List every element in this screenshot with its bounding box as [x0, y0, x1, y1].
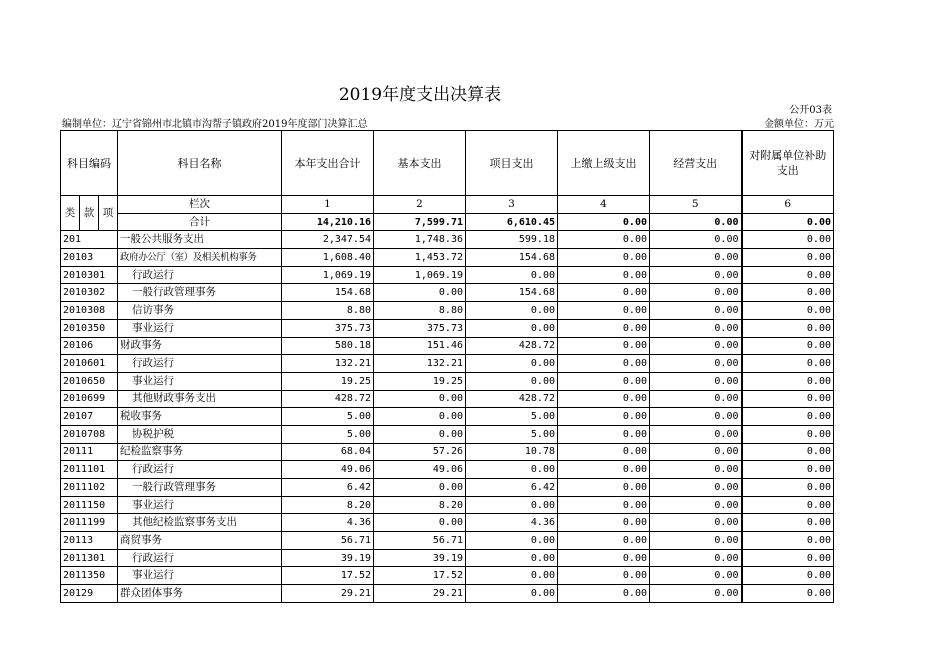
table-row	[61, 514, 834, 532]
amount-cell: 0.00	[558, 408, 650, 426]
amount-cell: 0.00	[374, 284, 466, 302]
subject-name: 事业运行	[118, 567, 282, 585]
col-num: 3	[466, 196, 558, 214]
table-row	[61, 496, 834, 514]
amount-cell: 29.21	[282, 585, 374, 603]
amount-cell: 0.00	[742, 231, 834, 249]
subject-name: 事业运行	[118, 372, 282, 390]
amount-cell: 49.06	[374, 461, 466, 479]
table-row	[61, 249, 834, 267]
amount-cell: 0.00	[374, 425, 466, 443]
subject-name: 一般行政管理事务	[118, 479, 282, 497]
amount-cell: 1,069.19	[374, 266, 466, 284]
subject-code: 2010350	[61, 319, 118, 337]
amount-cell: 0.00	[650, 479, 742, 497]
amount-cell: 1,608.40	[282, 249, 374, 267]
subject-code: 20113	[61, 532, 118, 550]
amount-cell: 5.00	[282, 425, 374, 443]
amount-cell: 599.18	[466, 231, 558, 249]
amount-cell: 0.00	[466, 266, 558, 284]
amount-cell: 8.20	[374, 496, 466, 514]
amount-cell: 0.00	[558, 390, 650, 408]
table-row	[61, 231, 834, 249]
amount-cell: 0.00	[650, 231, 742, 249]
amount-cell: 0.00	[558, 372, 650, 390]
total-cell: 14,210.16	[282, 213, 374, 231]
table-row	[61, 549, 834, 567]
amount-cell: 0.00	[650, 372, 742, 390]
amount-cell: 154.68	[466, 284, 558, 302]
amount-cell: 0.00	[558, 461, 650, 479]
subject-code: 2010650	[61, 372, 118, 390]
amount-cell: 0.00	[558, 266, 650, 284]
amount-cell: 5.00	[466, 425, 558, 443]
amount-cell: 0.00	[374, 408, 466, 426]
form-number: 公开03表	[789, 105, 832, 116]
table-row	[61, 319, 834, 337]
amount-cell: 0.00	[466, 461, 558, 479]
header-project: 项目支出	[466, 131, 558, 196]
amount-cell: 1,453.72	[374, 249, 466, 267]
amount-cell: 0.00	[558, 443, 650, 461]
amount-cell: 0.00	[466, 355, 558, 373]
expenditure-table	[60, 130, 834, 603]
amount-cell: 0.00	[742, 549, 834, 567]
amount-cell: 0.00	[558, 319, 650, 337]
amount-cell: 2,347.54	[282, 231, 374, 249]
header-lei: 类	[61, 196, 80, 231]
amount-cell: 580.18	[282, 337, 374, 355]
col-num: 2	[374, 196, 466, 214]
total-cell: 0.00	[558, 213, 650, 231]
amount-cell: 0.00	[742, 514, 834, 532]
table-row	[61, 532, 834, 550]
amount-cell: 0.00	[742, 319, 834, 337]
amount-cell: 0.00	[650, 461, 742, 479]
amount-cell: 29.21	[374, 585, 466, 603]
table-row	[61, 567, 834, 585]
table-row	[61, 302, 834, 320]
amount-cell: 6.42	[466, 479, 558, 497]
amount-cell: 0.00	[466, 319, 558, 337]
amount-cell: 17.52	[374, 567, 466, 585]
amount-cell: 0.00	[742, 585, 834, 603]
amount-cell: 428.72	[466, 337, 558, 355]
amount-cell: 0.00	[650, 355, 742, 373]
amount-cell: 57.26	[374, 443, 466, 461]
subject-code: 20106	[61, 337, 118, 355]
subject-code: 2011301	[61, 549, 118, 567]
amount-cell: 0.00	[374, 390, 466, 408]
amount-cell: 0.00	[650, 337, 742, 355]
subject-code: 2011101	[61, 461, 118, 479]
header-basic: 基本支出	[374, 131, 466, 196]
amount-cell: 0.00	[650, 266, 742, 284]
amount-cell: 0.00	[650, 408, 742, 426]
subject-code: 2010699	[61, 390, 118, 408]
amount-cell: 0.00	[466, 372, 558, 390]
subject-name: 行政运行	[118, 355, 282, 373]
table-row	[61, 585, 834, 603]
amount-cell: 0.00	[650, 390, 742, 408]
subject-code: 2011199	[61, 514, 118, 532]
col-num: 1	[282, 196, 374, 214]
amount-cell: 0.00	[374, 479, 466, 497]
amount-cell: 5.00	[466, 408, 558, 426]
amount-cell: 0.00	[466, 496, 558, 514]
amount-cell: 19.25	[374, 372, 466, 390]
amount-cell: 0.00	[466, 585, 558, 603]
header-row	[61, 131, 834, 196]
subject-code: 2010308	[61, 302, 118, 320]
amount-cell: 0.00	[558, 249, 650, 267]
header-name: 科目名称	[118, 131, 282, 196]
amount-cell: 0.00	[742, 372, 834, 390]
table-row	[61, 425, 834, 443]
amount-cell: 0.00	[558, 302, 650, 320]
amount-cell: 68.04	[282, 443, 374, 461]
amount-cell: 39.19	[282, 549, 374, 567]
subject-name: 行政运行	[118, 549, 282, 567]
header-business: 经营支出	[650, 131, 742, 196]
total-cell: 6,610.45	[466, 213, 558, 231]
table-row	[61, 443, 834, 461]
table-row	[61, 266, 834, 284]
subject-name: 财政事务	[118, 337, 282, 355]
amount-cell: 0.00	[650, 496, 742, 514]
header-heji: 合计	[118, 213, 282, 231]
subject-name: 纪检监察事务	[118, 443, 282, 461]
amount-cell: 0.00	[742, 266, 834, 284]
amount-cell: 8.20	[282, 496, 374, 514]
amount-cell: 0.00	[558, 479, 650, 497]
amount-cell: 0.00	[558, 284, 650, 302]
page-title: 2019年度支出决算表	[338, 85, 502, 105]
amount-cell: 49.06	[282, 461, 374, 479]
amount-cell: 132.21	[282, 355, 374, 373]
amount-cell: 0.00	[742, 408, 834, 426]
amount-cell: 0.00	[650, 585, 742, 603]
amount-cell: 0.00	[558, 567, 650, 585]
subject-code: 2011150	[61, 496, 118, 514]
amount-cell: 0.00	[558, 549, 650, 567]
amount-cell: 0.00	[466, 302, 558, 320]
amount-cell: 5.00	[282, 408, 374, 426]
amount-cell: 4.36	[466, 514, 558, 532]
total-row	[61, 213, 834, 231]
subject-name: 政府办公厅（室）及相关机构事务	[118, 249, 282, 267]
subject-name: 一般公共服务支出	[118, 231, 282, 249]
subject-name: 事业运行	[118, 496, 282, 514]
amount-cell: 0.00	[650, 532, 742, 550]
amount-cell: 1,069.19	[282, 266, 374, 284]
amount-cell: 0.00	[742, 249, 834, 267]
amount-cell: 0.00	[466, 549, 558, 567]
subject-name: 群众团体事务	[118, 585, 282, 603]
amount-cell: 0.00	[742, 337, 834, 355]
table-row	[61, 337, 834, 355]
amount-cell: 0.00	[650, 549, 742, 567]
amount-cell: 0.00	[742, 390, 834, 408]
amount-cell: 0.00	[466, 567, 558, 585]
subject-name: 商贸事务	[118, 532, 282, 550]
subject-code: 20107	[61, 408, 118, 426]
amount-cell: 428.72	[466, 390, 558, 408]
header-lanci: 栏次	[118, 196, 282, 214]
amount-cell: 375.73	[282, 319, 374, 337]
amount-cell: 0.00	[558, 231, 650, 249]
amount-cell: 0.00	[742, 425, 834, 443]
amount-cell: 8.80	[374, 302, 466, 320]
table-row	[61, 479, 834, 497]
subject-code: 2011102	[61, 479, 118, 497]
amount-cell: 6.42	[282, 479, 374, 497]
table-row	[61, 355, 834, 373]
subject-code: 20103	[61, 249, 118, 267]
amount-cell: 0.00	[742, 461, 834, 479]
amount-cell: 0.00	[558, 425, 650, 443]
amount-cell: 0.00	[558, 337, 650, 355]
amount-cell: 56.71	[282, 532, 374, 550]
subject-name: 协税护税	[118, 425, 282, 443]
subject-name: 行政运行	[118, 266, 282, 284]
subject-code: 2011350	[61, 567, 118, 585]
amount-cell: 0.00	[650, 567, 742, 585]
subject-name: 一般行政管理事务	[118, 284, 282, 302]
subject-name: 税收事务	[118, 408, 282, 426]
subject-name: 信访事务	[118, 302, 282, 320]
amount-cell: 0.00	[558, 514, 650, 532]
subject-name: 其他财政事务支出	[118, 390, 282, 408]
subject-code: 2010302	[61, 284, 118, 302]
amount-cell: 0.00	[558, 355, 650, 373]
amount-cell: 0.00	[742, 443, 834, 461]
amount-cell: 39.19	[374, 549, 466, 567]
compiling-unit: 编制单位：辽宁省锦州市北镇市沟帮子镇政府2019年度部门决算汇总	[62, 119, 368, 130]
subject-code: 2010301	[61, 266, 118, 284]
amount-cell: 151.46	[374, 337, 466, 355]
col-num: 6	[742, 196, 834, 214]
amount-cell: 19.25	[282, 372, 374, 390]
header-code: 科目编码	[61, 131, 118, 196]
amount-cell: 0.00	[742, 479, 834, 497]
col-num: 5	[650, 196, 742, 214]
amount-cell: 0.00	[374, 514, 466, 532]
amount-cell: 0.00	[466, 532, 558, 550]
table-row	[61, 408, 834, 426]
amount-cell: 0.00	[742, 532, 834, 550]
amount-cell: 375.73	[374, 319, 466, 337]
amount-unit: 金额单位：万元	[764, 119, 834, 130]
amount-cell: 0.00	[650, 302, 742, 320]
amount-cell: 132.21	[374, 355, 466, 373]
amount-cell: 8.80	[282, 302, 374, 320]
amount-cell: 0.00	[742, 496, 834, 514]
amount-cell: 0.00	[650, 425, 742, 443]
amount-cell: 154.68	[282, 284, 374, 302]
amount-cell: 0.00	[742, 284, 834, 302]
total-cell: 0.00	[742, 213, 834, 231]
subject-code: 201	[61, 231, 118, 249]
table-row	[61, 372, 834, 390]
header-upper: 上缴上级支出	[558, 131, 650, 196]
amount-cell: 1,748.36	[374, 231, 466, 249]
amount-cell: 4.36	[282, 514, 374, 532]
subject-name: 行政运行	[118, 461, 282, 479]
amount-cell: 0.00	[742, 302, 834, 320]
amount-cell: 0.00	[742, 567, 834, 585]
column-number-row	[61, 196, 834, 214]
total-cell: 7,599.71	[374, 213, 466, 231]
header-xiang: 项	[99, 196, 118, 231]
subject-name: 其他纪检监察事务支出	[118, 514, 282, 532]
subject-code: 2010708	[61, 425, 118, 443]
col-num: 4	[558, 196, 650, 214]
amount-cell: 0.00	[650, 284, 742, 302]
amount-cell: 0.00	[558, 496, 650, 514]
amount-cell: 0.00	[742, 355, 834, 373]
table-row	[61, 390, 834, 408]
subject-name: 事业运行	[118, 319, 282, 337]
total-cell: 0.00	[650, 213, 742, 231]
amount-cell: 0.00	[650, 514, 742, 532]
amount-cell: 0.00	[558, 585, 650, 603]
amount-cell: 0.00	[650, 443, 742, 461]
amount-cell: 56.71	[374, 532, 466, 550]
amount-cell: 428.72	[282, 390, 374, 408]
amount-cell: 0.00	[650, 249, 742, 267]
header-subsidy: 对附属单位补助支出	[742, 131, 834, 196]
table-row	[61, 461, 834, 479]
subject-code: 20111	[61, 443, 118, 461]
header-kuan: 款	[80, 196, 99, 231]
amount-cell: 0.00	[558, 532, 650, 550]
header-total: 本年支出合计	[282, 131, 374, 196]
amount-cell: 10.78	[466, 443, 558, 461]
subject-code: 20129	[61, 585, 118, 603]
table-row	[61, 284, 834, 302]
amount-cell: 0.00	[650, 319, 742, 337]
amount-cell: 154.68	[466, 249, 558, 267]
amount-cell: 17.52	[282, 567, 374, 585]
subject-code: 2010601	[61, 355, 118, 373]
